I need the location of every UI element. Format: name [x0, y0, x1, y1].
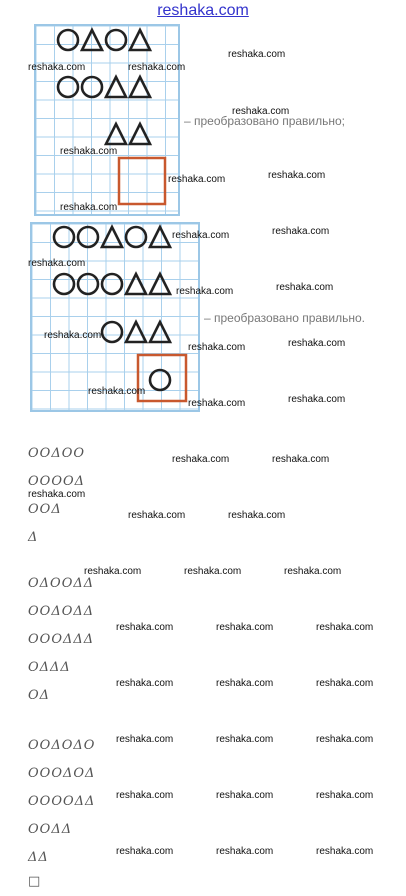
watermark[interactable]: reshaka.com [172, 230, 230, 241]
watermark[interactable]: reshaka.com [168, 174, 226, 185]
watermark[interactable]: reshaka.com [172, 454, 230, 465]
triangle-shape [150, 274, 170, 294]
circle-shape [54, 274, 74, 294]
watermark[interactable]: reshaka.com [272, 454, 330, 465]
watermark[interactable]: reshaka.com [28, 62, 86, 73]
watermark[interactable]: reshaka.com [116, 790, 174, 801]
sequence-c-4: OOΔΔ [28, 822, 73, 837]
sequence-b-4: OΔΔΔ [28, 660, 71, 675]
triangle-shape [106, 124, 126, 144]
watermark[interactable]: reshaka.com [184, 566, 242, 577]
grid-1-svg [36, 26, 178, 214]
sequence-a-1: OOΔOO [28, 446, 86, 461]
watermark[interactable]: reshaka.com [316, 622, 374, 633]
watermark[interactable]: reshaka.com [216, 622, 274, 633]
watermark[interactable]: reshaka.com [316, 846, 374, 857]
watermark[interactable]: reshaka.com [60, 202, 118, 213]
watermark[interactable]: reshaka.com [276, 282, 334, 293]
watermark[interactable]: reshaka.com [316, 790, 374, 801]
watermark[interactable]: reshaka.com [176, 286, 234, 297]
watermark[interactable]: reshaka.com [128, 510, 186, 521]
triangle-shape [102, 227, 122, 247]
watermark[interactable]: reshaka.com [216, 734, 274, 745]
circle-shape [150, 370, 170, 390]
sequence-b-1: OΔOOΔΔ [28, 576, 95, 591]
grid-2-svg [32, 224, 198, 410]
watermark[interactable]: reshaka.com [116, 734, 174, 745]
watermark[interactable]: reshaka.com [128, 62, 186, 73]
triangle-shape [150, 227, 170, 247]
watermark[interactable]: reshaka.com [288, 394, 346, 405]
watermark[interactable]: reshaka.com [116, 846, 174, 857]
answer-box [119, 158, 165, 204]
watermark[interactable]: reshaka.com [60, 146, 118, 157]
circle-shape [102, 274, 122, 294]
site-title[interactable]: reshaka.com [157, 2, 249, 19]
grid-figure-2 [30, 222, 200, 412]
sequence-b-2: OOΔOΔΔ [28, 604, 95, 619]
circle-shape [106, 30, 126, 50]
sequence-a-2: OOOOΔ [28, 474, 86, 489]
note-correct-1: – преобразовано правильно; [184, 114, 346, 128]
sequence-c-1: OOΔOΔO [28, 738, 96, 753]
sequence-c-2: OOOΔOΔ [28, 766, 96, 781]
watermark[interactable]: reshaka.com [216, 790, 274, 801]
grid-figure-1 [34, 24, 180, 216]
watermark[interactable]: reshaka.com [216, 678, 274, 689]
circle-shape [58, 30, 78, 50]
triangle-shape [106, 77, 126, 97]
note-correct-2: – преобразовано правильно. [204, 311, 366, 325]
watermark[interactable]: reshaka.com [316, 734, 374, 745]
sequence-a-4: Δ [28, 530, 39, 545]
watermark[interactable]: reshaka.com [28, 258, 86, 269]
watermark[interactable]: reshaka.com [188, 342, 246, 353]
sequence-a-3: OOΔ [28, 502, 62, 517]
watermark[interactable]: reshaka.com [228, 49, 286, 60]
watermark[interactable]: reshaka.com [232, 106, 290, 117]
circle-shape [58, 77, 78, 97]
watermark[interactable]: reshaka.com [116, 622, 174, 633]
watermark[interactable]: reshaka.com [188, 398, 246, 409]
watermark[interactable]: reshaka.com [272, 226, 330, 237]
watermark[interactable]: reshaka.com [284, 566, 342, 577]
watermark[interactable]: reshaka.com [268, 170, 326, 181]
circle-shape [102, 322, 122, 342]
sequence-c-3: OOOOΔΔ [28, 794, 96, 809]
triangle-shape [150, 322, 170, 342]
watermark[interactable]: reshaka.com [88, 386, 146, 397]
watermark[interactable]: reshaka.com [84, 566, 142, 577]
watermark[interactable]: reshaka.com [288, 338, 346, 349]
watermark[interactable]: reshaka.com [116, 678, 174, 689]
circle-shape [54, 227, 74, 247]
watermark[interactable]: reshaka.com [316, 678, 374, 689]
watermark[interactable]: reshaka.com [216, 846, 274, 857]
sequence-c-6: □ [28, 874, 42, 889]
sequence-b-5: OΔ [28, 688, 51, 703]
sequence-c-5: ΔΔ [28, 850, 49, 865]
sequence-b-3: OOOΔΔΔ [28, 632, 95, 647]
watermark[interactable]: reshaka.com [228, 510, 286, 521]
watermark[interactable]: reshaka.com [44, 330, 102, 341]
watermark[interactable]: reshaka.com [28, 489, 86, 500]
